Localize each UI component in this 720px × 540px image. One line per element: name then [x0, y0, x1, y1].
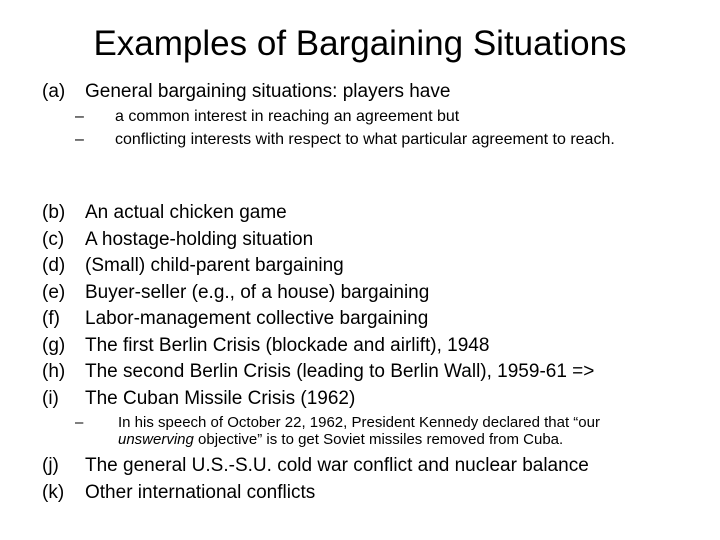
- item-marker: (i): [42, 387, 59, 409]
- item-marker: (b): [42, 202, 66, 223]
- quote-italic-word: unswerving: [118, 431, 194, 448]
- item-marker: (h): [42, 361, 66, 382]
- item-text: The first Berlin Crisis (blockade and airlift), 1948: [85, 334, 490, 356]
- item-text: The second Berlin Crisis (leading to Berlin Wall), 1959-61 =>: [85, 361, 595, 382]
- item-marker: (d): [42, 255, 66, 276]
- item-marker: (f): [42, 308, 60, 329]
- item-marker: (c): [42, 228, 65, 250]
- item-text: General bargaining situations: players have: [85, 81, 451, 102]
- item-text: The Cuban Missile Crisis (1962): [85, 387, 356, 409]
- item-text: Buyer-seller (e.g., of a house) bargaining: [85, 281, 430, 303]
- item-marker: (e): [42, 281, 66, 303]
- item-text: Other international conflicts: [85, 481, 316, 503]
- item-marker: (k): [42, 481, 65, 503]
- slide-title: Examples of Bargaining Situations: [93, 24, 627, 63]
- item-text: Labor-management collective bargaining: [85, 308, 429, 329]
- dash-marker: –: [75, 131, 84, 148]
- sub-item-text: conflicting interests with respect to what particular agreement to reach.: [115, 131, 615, 148]
- sub-item-text: [118, 414, 678, 448]
- item-text: The general U.S.-S.U. cold war conflict and nuclear balance: [85, 455, 589, 476]
- item-marker: (a): [42, 81, 66, 102]
- dash-marker: –: [75, 414, 84, 431]
- item-text: A hostage-holding situation: [85, 228, 314, 250]
- item-marker: (g): [42, 334, 66, 356]
- sub-item-text: a common interest in reaching an agreement but: [115, 108, 460, 125]
- quote-text-end: objective” is to get Soviet missiles removed from Cuba.: [193, 431, 564, 448]
- item-text: An actual chicken game: [85, 202, 287, 223]
- item-marker: (j): [42, 455, 59, 476]
- dash-marker: –: [75, 108, 84, 125]
- quote-text-start: In his speech of October 22, 1962, President Kennedy declared that “our: [118, 414, 600, 431]
- item-text: (Small) child-parent bargaining: [85, 255, 344, 276]
